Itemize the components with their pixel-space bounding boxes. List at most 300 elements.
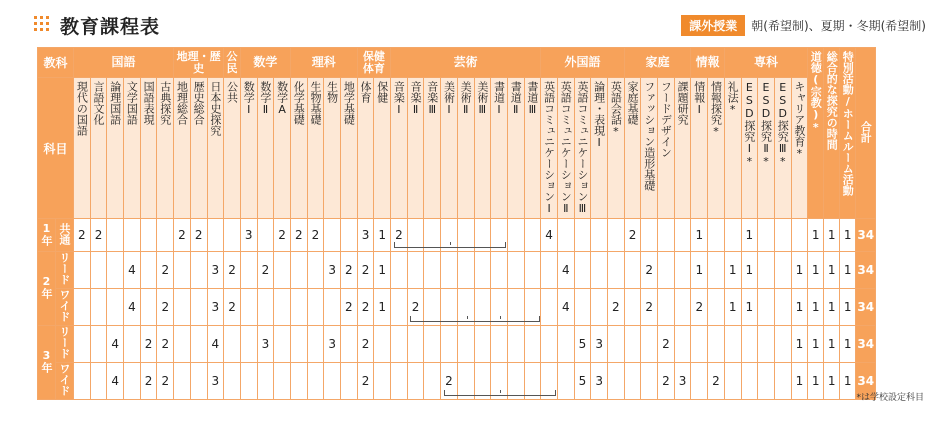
value-cell <box>474 252 491 289</box>
subject-header <box>758 78 775 219</box>
value-cell <box>290 326 307 363</box>
value-cell <box>608 252 625 289</box>
value-cell: 3 <box>324 252 341 289</box>
value-cell <box>290 363 307 400</box>
subject-header <box>691 78 708 219</box>
value-cell: 1 <box>808 252 824 289</box>
group-gaikokugo: 外国語 <box>541 48 624 78</box>
subject-header <box>324 78 341 219</box>
value-cell <box>641 219 658 252</box>
value-cell: 4 <box>541 219 558 252</box>
value-cell <box>90 363 107 400</box>
value-cell: 2 <box>357 252 374 289</box>
subject-label: 美術Ⅱ <box>459 81 473 116</box>
value-cell: 1 <box>741 289 758 326</box>
year-label <box>38 219 56 252</box>
col-total <box>856 48 876 219</box>
subject-header <box>541 78 558 219</box>
value-cell <box>341 326 358 363</box>
value-cell <box>257 219 274 252</box>
subject-label: 生物 <box>325 81 339 103</box>
group-header-row <box>38 48 876 78</box>
total-cell: 34 <box>856 219 876 252</box>
value-cell: 4 <box>207 326 224 363</box>
value-cell <box>307 252 324 289</box>
subject-header <box>357 78 374 219</box>
value-cell <box>674 326 691 363</box>
subject-label: 情報探究* <box>709 81 723 138</box>
value-cell: 1 <box>808 219 824 252</box>
value-cell: 1 <box>791 363 808 400</box>
value-cell: 1 <box>741 252 758 289</box>
value-cell <box>608 219 625 252</box>
value-cell <box>674 252 691 289</box>
value-cell <box>708 289 725 326</box>
subject-header <box>391 78 408 219</box>
value-cell <box>758 289 775 326</box>
total-cell: 34 <box>856 252 876 289</box>
subject-label: ESD探究Ⅲ* <box>776 81 790 168</box>
value-cell: 1 <box>824 252 840 289</box>
value-cell: 2 <box>641 252 658 289</box>
value-cell: 1 <box>824 289 840 326</box>
value-cell <box>140 289 157 326</box>
value-cell <box>174 289 191 326</box>
course-text: リード <box>58 326 71 359</box>
value-cell <box>207 219 224 252</box>
value-cell <box>391 289 408 326</box>
value-cell <box>240 363 257 400</box>
value-cell <box>524 252 541 289</box>
value-cell <box>491 252 508 289</box>
value-cell <box>74 326 91 363</box>
subject-header <box>658 78 675 219</box>
elective-bracket <box>444 390 557 396</box>
value-cell: 1 <box>791 289 808 326</box>
value-cell <box>758 326 775 363</box>
value-cell: 2 <box>140 326 157 363</box>
subject-label: 音楽Ⅱ <box>409 81 423 116</box>
value-cell <box>257 363 274 400</box>
value-cell <box>407 326 424 363</box>
value-cell <box>641 363 658 400</box>
subject-header <box>341 78 358 219</box>
value-cell <box>758 363 775 400</box>
subject-label: 特別活動/ホームルーム活動 <box>841 51 855 196</box>
value-cell <box>190 252 207 289</box>
value-cell <box>257 289 274 326</box>
subject-label: 礼法* <box>726 81 740 116</box>
value-cell <box>190 326 207 363</box>
group-kokugo: 国語 <box>74 48 174 78</box>
value-cell: 1 <box>808 289 824 326</box>
value-cell: 3 <box>674 363 691 400</box>
total-cell: 34 <box>856 363 876 400</box>
total-cell: 34 <box>856 326 876 363</box>
total-label: 合計 <box>859 120 873 143</box>
col-tokkatsu <box>840 48 856 219</box>
value-cell <box>107 219 124 252</box>
value-cell <box>74 289 91 326</box>
subject-header <box>240 78 257 219</box>
value-cell: 2 <box>608 289 625 326</box>
value-cell: 2 <box>290 219 307 252</box>
grid-dots-icon <box>34 16 52 34</box>
value-cell: 2 <box>74 219 91 252</box>
subject-header <box>457 78 474 219</box>
value-cell <box>624 289 641 326</box>
course-text: ワイド <box>58 289 71 322</box>
value-cell: 3 <box>240 219 257 252</box>
value-cell: 1 <box>808 363 824 400</box>
value-cell <box>240 252 257 289</box>
course-label <box>56 363 74 400</box>
value-cell: 2 <box>691 289 708 326</box>
value-cell: 2 <box>658 363 675 400</box>
value-cell <box>674 289 691 326</box>
value-cell: 1 <box>791 252 808 289</box>
value-cell <box>674 219 691 252</box>
subject-header <box>591 78 608 219</box>
value-cell <box>274 252 291 289</box>
value-cell: 1 <box>840 252 856 289</box>
value-cell <box>758 252 775 289</box>
subject-label: 総合的な探究の時間 <box>825 51 839 150</box>
value-cell: 1 <box>374 252 391 289</box>
value-cell <box>90 326 107 363</box>
group-geijutsu: 芸術 <box>391 48 541 78</box>
value-cell <box>457 252 474 289</box>
value-cell <box>90 289 107 326</box>
value-cell <box>174 252 191 289</box>
header <box>34 10 926 40</box>
value-cell: 2 <box>257 252 274 289</box>
value-cell <box>140 219 157 252</box>
elective-bracket <box>394 242 507 248</box>
value-cell <box>124 326 141 363</box>
subject-label: 音楽Ⅲ <box>425 81 439 116</box>
value-cell <box>624 326 641 363</box>
subject-header <box>157 78 174 219</box>
value-cell <box>608 326 625 363</box>
value-cell <box>74 252 91 289</box>
subject-header <box>524 78 541 219</box>
value-cell <box>774 252 791 289</box>
value-cell: 3 <box>324 326 341 363</box>
subject-header <box>741 78 758 219</box>
value-cell: 2 <box>224 252 241 289</box>
value-cell: 3 <box>207 289 224 326</box>
value-cell <box>174 326 191 363</box>
value-cell <box>658 289 675 326</box>
subject-label: 地学基礎 <box>342 81 356 125</box>
value-cell <box>724 219 741 252</box>
value-cell <box>341 363 358 400</box>
subject-label: 地理総合 <box>175 81 189 125</box>
value-cell <box>507 219 524 252</box>
value-cell: 2 <box>641 289 658 326</box>
group-chireki: 地理・歴史 <box>174 48 224 78</box>
group-senka: 専科 <box>724 48 807 78</box>
value-cell <box>774 326 791 363</box>
course-label <box>56 326 74 363</box>
subject-header <box>574 78 591 219</box>
value-cell <box>658 219 675 252</box>
value-cell: 1 <box>724 252 741 289</box>
value-cell: 3 <box>207 363 224 400</box>
value-cell <box>224 326 241 363</box>
subject-label: 国語表現 <box>142 81 156 125</box>
value-cell <box>774 289 791 326</box>
value-cell: 1 <box>840 289 856 326</box>
group-rika: 理科 <box>290 48 357 78</box>
group-koumin: 公民 <box>224 48 241 78</box>
subject-label: 論理・表現Ⅰ <box>592 81 606 149</box>
subject-header <box>791 78 808 219</box>
subject-header <box>74 78 91 219</box>
value-cell <box>374 326 391 363</box>
extra-class-text: 朝(希望制)、夏期・冬期(希望制) <box>751 19 926 33</box>
value-cell <box>157 219 174 252</box>
subject-label: 歴史総合 <box>192 81 206 125</box>
value-cell: 2 <box>341 289 358 326</box>
corner-label: 教科 <box>38 48 74 78</box>
subject-label: 数学Ⅰ <box>242 81 256 116</box>
subject-label: 書道Ⅲ <box>525 81 539 116</box>
value-cell <box>591 252 608 289</box>
value-cell <box>474 326 491 363</box>
value-cell <box>774 363 791 400</box>
subject-header <box>674 78 691 219</box>
value-cell: 2 <box>357 363 374 400</box>
value-cell <box>324 289 341 326</box>
value-cell: 1 <box>824 219 840 252</box>
value-cell: 2 <box>407 289 424 326</box>
bracket-tick <box>500 390 501 393</box>
curriculum-table <box>37 47 876 400</box>
value-cell: 2 <box>357 289 374 326</box>
value-cell: 1 <box>824 326 840 363</box>
subject-header <box>307 78 324 219</box>
value-cell <box>541 252 558 289</box>
subject-header <box>724 78 741 219</box>
subject-label: 英語会話* <box>609 81 623 138</box>
subject-label: 音楽Ⅰ <box>392 81 406 116</box>
subject-header <box>290 78 307 219</box>
value-cell <box>124 363 141 400</box>
value-cell <box>174 363 191 400</box>
value-cell <box>708 252 725 289</box>
subject-header <box>190 78 207 219</box>
value-cell: 1 <box>741 219 758 252</box>
subject-label: 数学Ⅱ <box>258 81 272 116</box>
value-cell <box>658 252 675 289</box>
value-cell <box>574 289 591 326</box>
value-cell <box>240 326 257 363</box>
subject-label: 体育 <box>359 81 373 103</box>
value-cell <box>507 326 524 363</box>
value-cell <box>708 219 725 252</box>
col-sougou <box>824 48 840 219</box>
value-cell: 1 <box>374 289 391 326</box>
value-cell: 3 <box>207 252 224 289</box>
value-cell: 2 <box>157 326 174 363</box>
value-cell <box>274 326 291 363</box>
subject-label: 文学国語 <box>125 81 139 125</box>
subject-label: 美術Ⅰ <box>442 81 456 116</box>
value-cell <box>140 252 157 289</box>
value-cell <box>190 289 207 326</box>
subject-label: キャリア教育* <box>792 81 806 160</box>
value-cell <box>608 363 625 400</box>
table-row <box>38 252 876 289</box>
value-cell <box>391 252 408 289</box>
bracket-tick <box>500 316 501 319</box>
subject-header <box>557 78 574 219</box>
course-label <box>56 219 74 252</box>
value-cell <box>441 252 458 289</box>
subject-header <box>257 78 274 219</box>
value-cell: 2 <box>307 219 324 252</box>
subject-label: 言語文化 <box>92 81 106 125</box>
value-cell <box>641 326 658 363</box>
value-cell <box>741 363 758 400</box>
value-cell: 2 <box>341 252 358 289</box>
group-jouhou: 情報 <box>691 48 724 78</box>
value-cell: 5 <box>574 363 591 400</box>
value-cell <box>724 326 741 363</box>
subject-header <box>107 78 124 219</box>
course-text: ワイド <box>58 363 71 396</box>
value-cell: 2 <box>357 326 374 363</box>
subject-label: ESD探究Ⅰ* <box>742 81 756 168</box>
subject-label: 化学基礎 <box>292 81 306 125</box>
value-cell <box>341 219 358 252</box>
value-cell <box>424 363 441 400</box>
value-cell: 1 <box>824 363 840 400</box>
value-cell <box>324 219 341 252</box>
subject-label: 家庭基礎 <box>626 81 640 125</box>
value-cell: 2 <box>708 363 725 400</box>
subject-header <box>608 78 625 219</box>
subject-header <box>424 78 441 219</box>
value-cell <box>741 326 758 363</box>
value-cell: 2 <box>224 289 241 326</box>
value-cell <box>774 219 791 252</box>
value-cell: 1 <box>691 252 708 289</box>
value-cell: 5 <box>574 326 591 363</box>
value-cell <box>557 363 574 400</box>
subject-header <box>491 78 508 219</box>
value-cell <box>90 252 107 289</box>
subject-header <box>174 78 191 219</box>
extra-class-badge: 課外授業 <box>681 15 745 36</box>
subject-label: 保健 <box>375 81 389 103</box>
subject-label: 公共 <box>225 81 239 103</box>
value-cell <box>391 363 408 400</box>
subject-header <box>274 78 291 219</box>
value-cell <box>74 363 91 400</box>
value-cell <box>574 252 591 289</box>
value-cell <box>758 219 775 252</box>
value-cell: 2 <box>157 363 174 400</box>
group-katei: 家庭 <box>624 48 691 78</box>
total-cell: 34 <box>856 289 876 326</box>
subject-header <box>624 78 641 219</box>
value-cell <box>224 219 241 252</box>
value-cell: 1 <box>691 219 708 252</box>
value-cell: 2 <box>658 326 675 363</box>
value-cell: 2 <box>274 219 291 252</box>
course-label <box>56 252 74 289</box>
value-cell: 2 <box>391 219 408 252</box>
subject-header <box>441 78 458 219</box>
value-cell <box>574 219 591 252</box>
subject-header <box>140 78 157 219</box>
subject-label: フードデザイン <box>659 81 673 158</box>
value-cell <box>107 252 124 289</box>
value-cell <box>557 219 574 252</box>
value-cell: 3 <box>591 363 608 400</box>
year-text: 1年 <box>40 221 53 246</box>
subject-header <box>774 78 791 219</box>
year-label <box>38 326 56 400</box>
subject-label: 英語コミュニケーションⅡ <box>559 81 573 215</box>
col-doutoku <box>808 48 824 219</box>
value-cell: 4 <box>107 326 124 363</box>
value-cell <box>541 289 558 326</box>
value-cell <box>524 326 541 363</box>
subject-header <box>708 78 725 219</box>
subject-header <box>224 78 241 219</box>
value-cell <box>457 326 474 363</box>
value-cell <box>274 289 291 326</box>
group-suugaku: 数学 <box>240 48 290 78</box>
value-cell <box>708 326 725 363</box>
subject-label: ファッション造形基礎 <box>642 81 656 191</box>
value-cell: 4 <box>124 252 141 289</box>
value-cell <box>557 326 574 363</box>
bracket-tick <box>450 242 451 245</box>
value-cell <box>691 326 708 363</box>
value-cell <box>407 363 424 400</box>
value-cell <box>724 363 741 400</box>
value-cell <box>224 363 241 400</box>
value-cell <box>424 326 441 363</box>
value-cell <box>307 363 324 400</box>
value-cell <box>290 289 307 326</box>
value-cell: 2 <box>174 219 191 252</box>
value-cell <box>307 289 324 326</box>
subject-label: 生物基礎 <box>308 81 322 125</box>
value-cell: 1 <box>808 326 824 363</box>
value-cell <box>274 363 291 400</box>
value-cell: 2 <box>624 219 641 252</box>
value-cell <box>374 363 391 400</box>
subject-label: 論理国語 <box>108 81 122 125</box>
subject-label: 日本史探究 <box>208 81 222 136</box>
extra-class-info <box>681 15 926 36</box>
value-cell <box>307 326 324 363</box>
value-cell <box>524 219 541 252</box>
value-cell <box>491 326 508 363</box>
value-cell: 3 <box>357 219 374 252</box>
year-text: 2年 <box>40 275 53 299</box>
value-cell: 2 <box>190 219 207 252</box>
subject-label: 現代の国語 <box>75 81 89 136</box>
value-cell <box>107 289 124 326</box>
value-cell <box>424 252 441 289</box>
